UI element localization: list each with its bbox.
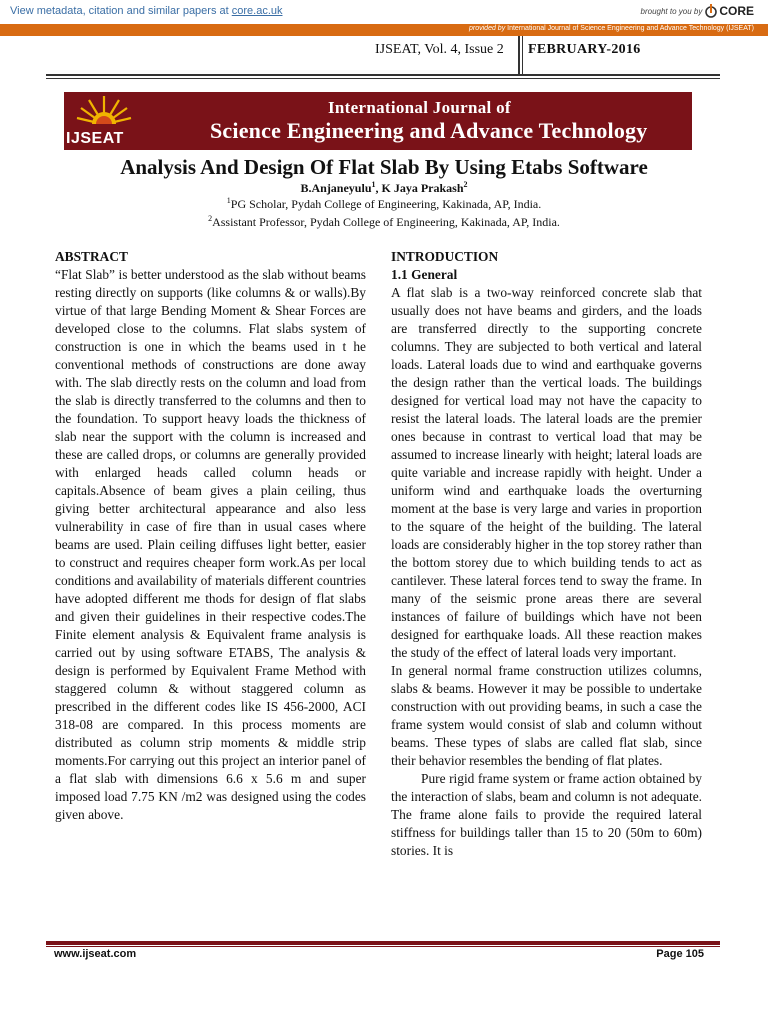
page-number: Page 105 — [656, 948, 704, 960]
affiliation-1-sup: 1 — [226, 196, 231, 205]
header-rule — [46, 74, 720, 76]
introduction-paragraph-2: In general normal frame construction utilizes columns, slabs & beams. However it may be possible to undertake construction with out providing beams, in such a case the frame system would consist of slab and column without beams. These types of slabs are called flat slab, since their behavior resembles the bending of flat plates. — [391, 663, 702, 768]
core-brand-name: CORE — [719, 4, 754, 18]
footer-rule — [46, 941, 720, 945]
introduction-paragraph-1: A flat slab is a two-way reinforced concrete slab that usually does not have beams and girders, and the loads are transferred directly to the supporting concrete columns. They are subjected to both vertical and lateral loads. Lateral loads due to wind and earthquake governs the design rather than the vertical loads. The buildings designed for vertical load may not have the capacity to resist the lateral loads. The lateral loads are the premier ones because in contrast to vertical load that may be assumed to increase linearly with height; lateral loads are quite variable and increase rapidly with height. Under a uniform wind and earthquake loads the overturning moment at the base is very large and varies in proportion to the square of the height of the building. The lateral loads are considerably higher in the top storey rather than the bottom storey due to which building tends to act as cantilever. These lateral forces tend to sway the frame. In many of the seismic prone areas there are several instances of failure of buildings which have not been designed for earthquake loads. All these reaction makes the study of the effect of lateral loads very important. — [391, 285, 702, 660]
affiliation-2-text: Assistant Professor, Pydah College of Engineering, Kakinada, AP, India. — [212, 215, 560, 229]
author-1: B.Anjaneyulu — [300, 181, 372, 195]
issue-date: FEBRUARY-2016 — [528, 42, 641, 57]
provided-by-bar — [0, 24, 768, 36]
provided-by-source: International Journal of Science Engineering and Advance Technology (IJSEAT) — [505, 25, 754, 32]
journal-logo — [64, 92, 152, 150]
paper-title: Analysis And Design Of Flat Slab By Using Etabs Software — [120, 155, 648, 179]
author-1-sup: 1 — [371, 180, 376, 189]
affiliation-2 — [0, 214, 768, 230]
introduction-heading: INTRODUCTION — [391, 249, 499, 264]
brought-by-text: brought to you by — [640, 6, 703, 16]
header-divider-thin — [522, 36, 523, 74]
core-banner — [0, 0, 768, 25]
journal-header — [0, 36, 768, 76]
core-logo — [705, 4, 754, 18]
journal-banner — [64, 92, 692, 150]
footer-rule-thin — [46, 946, 720, 947]
affiliation-1 — [0, 196, 768, 212]
introduction-paragraph-3: Pure rigid frame system or frame action obtained by the interaction of slabs, beam and column is not adequate. The frame alone fails to provide the required lateral stiffness for buildings taller than 15 to 20 (50m to 60m) stories. It is — [391, 771, 702, 858]
header-divider — [518, 36, 520, 74]
banner-title-line2: Science Engineering and Advance Technology — [210, 118, 648, 143]
header-rule-thin — [46, 78, 720, 79]
core-metadata-text — [10, 5, 283, 17]
affiliation-2-sup: 2 — [208, 214, 213, 223]
banner-title-line1: International Journal of — [328, 98, 511, 117]
introduction-subheading: 1.1 General — [391, 267, 458, 282]
abstract-column — [55, 248, 366, 824]
author-separator: , — [375, 181, 382, 195]
provided-by-prefix: provided by — [469, 25, 506, 32]
affiliation-1-text: PG Scholar, Pydah College of Engineering, Kakinada, AP, India. — [230, 197, 542, 211]
authors — [0, 180, 768, 196]
core-logo-icon — [705, 4, 717, 18]
logo-text: IJSEAT — [66, 130, 124, 147]
introduction-column — [391, 248, 702, 860]
core-link[interactable]: core.ac.uk — [231, 5, 283, 17]
footer-url[interactable]: www.ijseat.com — [54, 948, 137, 960]
abstract-heading: ABSTRACT — [55, 249, 128, 264]
volume-issue: IJSEAT, Vol. 4, Issue 2 — [375, 42, 504, 57]
provided-by-text — [469, 25, 754, 32]
core-brand[interactable] — [641, 4, 755, 18]
abstract-text: “Flat Slab” is better understood as the slab without beams resting directly on supports (like columns & or walls).By virtue of that large Bending Moment & Shear Forces are developed close to the columns. Flat slabs system of construction is one in which the beams used in t he conventional methods of constructions are done away with. The slab directly rests on the column and load from the slab is directly transferred to the columns and then to the foundation. To support heavy loads the thickness of slab near the support with the column is increased and these are called drops, or columns are generally provided with enlarged heads called column heads or capitals.Absence of beam gives a plain ceiling, thus giving better architectural appearance and also less vulnerability in case of fire than in usual cases where beams are used. Plain ceiling diffuses light better, easier to construct and requires cheaper form work.As per local conditions and availability of materials different countries have adopted different me thods for design of flat slabs and given their guidelines in their respective codes.The Finite element analysis & Equivalent frame analysis is carried out by using software ETABS, The analysis & design is performed by Equivalent Frame Method with staggered column & without staggered column as prescribed in the different codes like IS 456-2000, ACI 318-08 are compared. In this process moments are distributed as column strip moments & middle strip moments.For carrying out this project an interior panel of a flat slab with dimensions 6.6 x 5.6 m and super imposed load 7.75 KN /m2 was designed using the codes given above. — [55, 267, 366, 822]
author-2: K Jaya Prakash — [381, 181, 464, 195]
core-link-prefix: View metadata, citation and similar papers at — [10, 5, 232, 17]
author-2-sup: 2 — [463, 180, 468, 189]
